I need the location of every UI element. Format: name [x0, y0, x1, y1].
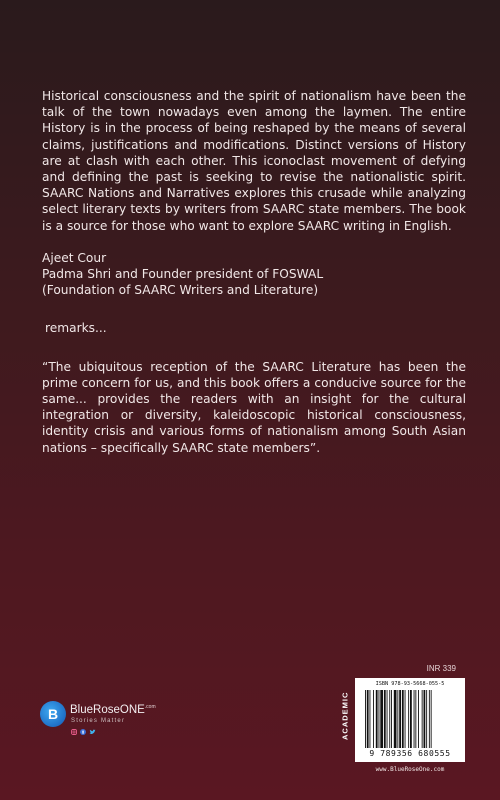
back-cover-text: [42, 88, 466, 468]
barcode-bar: [402, 690, 404, 748]
publisher-name: [70, 704, 156, 716]
barcode-bar: [415, 690, 416, 748]
category-label: ACADEMIC: [340, 691, 350, 741]
publisher-name-one: ONE: [119, 704, 145, 716]
remarks-label: remarks...: [45, 321, 107, 336]
barcode-bar: [379, 690, 380, 748]
barcode-bar: [370, 690, 371, 748]
barcode-bar: [424, 690, 426, 748]
barcode-bar: [418, 690, 419, 748]
endorsement-quote: “The ubiquitous reception of the SAARC Literature has been the prime concern for us, and this book offers a conducive source for the same... provides the readers with an insight for the cultural integration or diversity, kaleidoscopic historical consciousness, identity crisis and various forms of nationalism among South Asian nations – specifically SAARC state members”.: [42, 359, 466, 455]
barcode-bar: [389, 690, 390, 748]
barcode-digits: 9 789356 680555: [369, 749, 451, 758]
barcode-bar: [391, 690, 392, 748]
barcode-bar: [387, 690, 388, 748]
barcode-area: [339, 678, 465, 774]
price-label: INR 339: [426, 664, 456, 673]
barcode-bar: [431, 690, 432, 748]
barcode-bar: [414, 690, 415, 748]
publisher-name-main: BlueRose: [70, 704, 120, 716]
barcode-bar: [365, 690, 366, 748]
barcode-bar: [367, 690, 369, 748]
facebook-icon: [80, 730, 86, 737]
barcode-bars: [365, 690, 457, 748]
isbn-barcode: [355, 678, 465, 762]
barcode-bar: [429, 690, 430, 748]
barcode-bar: [426, 690, 427, 748]
publisher-tagline: Stories Matter: [71, 718, 126, 724]
barcode-bar: [410, 690, 412, 748]
barcode-bar: [376, 690, 378, 748]
endorser-title: Padma Shri and Founder president of FOSWAL: [42, 267, 324, 282]
endorser-name: Ajeet Cour: [42, 250, 107, 265]
barcode-bar: [399, 690, 401, 748]
bluerose-logo-icon: B: [40, 701, 66, 727]
barcode-bar: [380, 690, 383, 748]
barcode-bar: [384, 690, 386, 748]
social-icons: [71, 729, 97, 737]
book-blurb: Historical consciousness and the spirit of nationalism have been the talk of the town nowadays even among the laymen. The entire History is in the process of being reshaped by the means of several claims, justifications and modifications. Distinct versions of History are at clash with each other. This iconoclast movement of defying and defining the past is seeking to revise the nationalistic spirit. SAARC Nations and Narratives explores this crusade while analyzing select literary texts by writers from SAARC state members. The book is a source for those who want to explore SAARC writing in English.: [42, 89, 466, 233]
instagram-icon: [71, 730, 77, 737]
publisher-logo: [40, 701, 190, 741]
barcode-bar: [373, 690, 374, 748]
barcode-bar: [397, 690, 398, 748]
publisher-name-suffix: .com: [144, 704, 156, 711]
isbn-label: ISBN 978-93-5668-055-5: [375, 681, 445, 687]
barcode-bar: [422, 690, 423, 748]
barcode-bar: [408, 690, 409, 748]
twitter-icon: [89, 730, 96, 737]
barcode-bar: [394, 690, 397, 748]
publisher-website: www.BlueRoseOne.com: [375, 766, 445, 773]
barcode-bar: [405, 690, 406, 748]
endorser-block: [42, 250, 466, 299]
endorser-organization: (Foundation of SAARC Writers and Literature): [42, 283, 319, 298]
